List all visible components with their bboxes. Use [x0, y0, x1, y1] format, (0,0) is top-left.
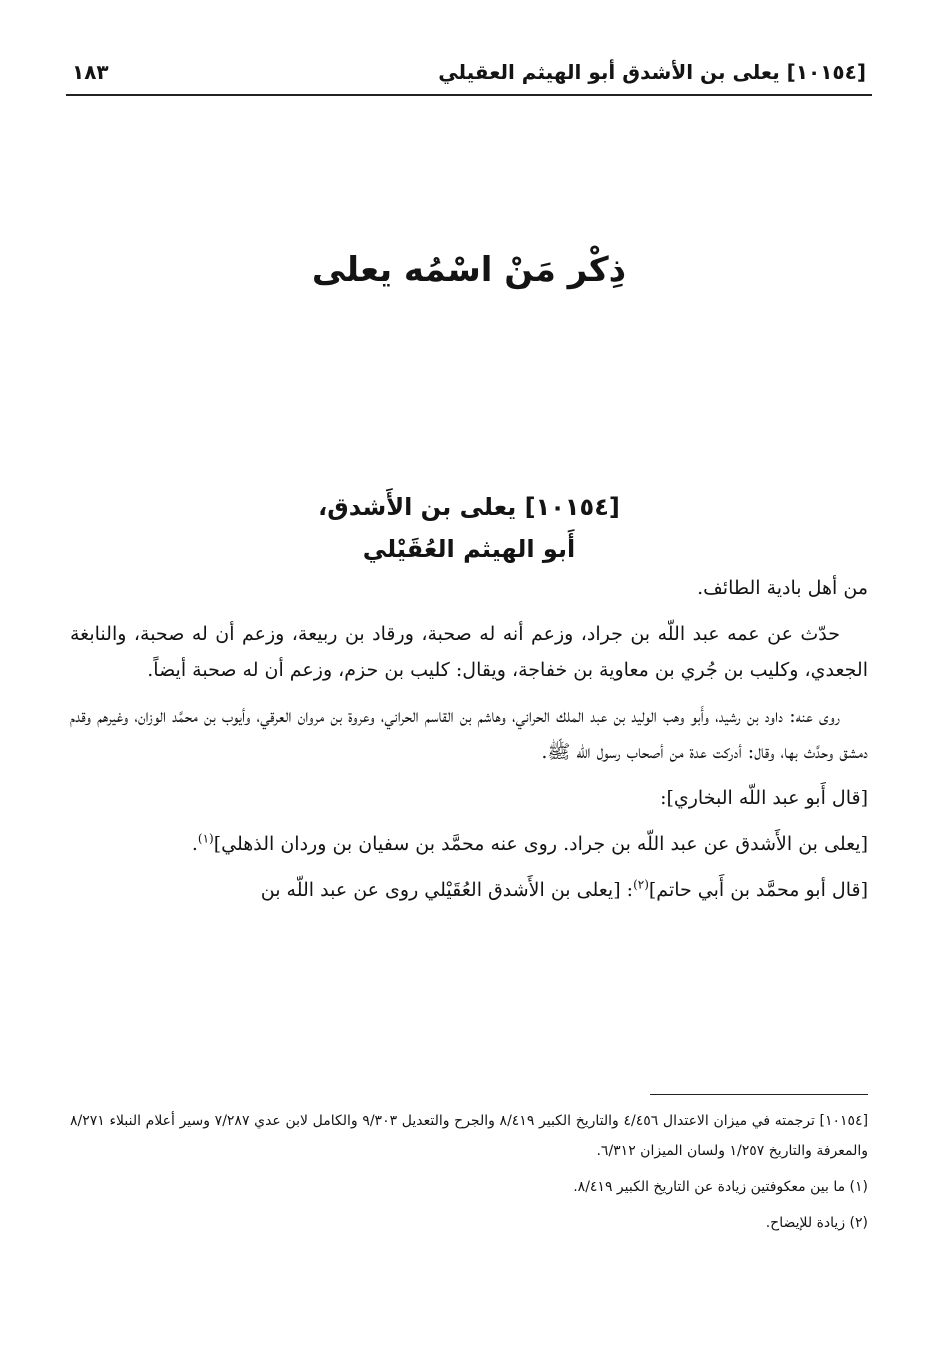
paragraph-narrators: روى عنه: داود بن رشيد، وأَبو وهب الوليد بن عبد الملك الحراني، وهاشم بن القاسم الحراني، وعروة بن مروان العرقي، وأيوب بن محمَّد الوزان، وغيرهم وقدم دمشق وحدَّث بها، وقال: أدركت عدة من أصحاب رسول الله ﷺ. [70, 705, 868, 763]
header-title: [١٠١٥٤] يعلى بن الأشدق أبو الهيثم العقيلي [438, 60, 866, 84]
paragraph-bukhari-quote [70, 826, 868, 862]
bukhari-quote-end: . [191, 833, 198, 855]
footnote-biography-sources: [١٠١٥٤] ترجمته في ميزان الاعتدال ٤/٤٥٦ والتاريخ الكبير ٨/٤١٩ والجرح والتعديل ٩/٣٠٣ والكامل لابن عدي ٧/٢٨٧ وسير أعلام النبلاء ٨/٢٧١ والمعرفة والتاريخ ١/٢٥٧ ولسان الميزان ٦/٣١٢. [70, 1113, 869, 1159]
footnote-ref-1: (١) [197, 831, 214, 846]
footnote-ref-2: (٢) [633, 877, 649, 892]
footnote-1: (١) ما بين معكوفتين زيادة عن التاريخ الكبير ٨/٤١٩. [573, 1179, 868, 1195]
paragraph-narrated-from: حدّث عن عمه عبد اللّه بن جراد، وزعم أنه له صحبة، ورقاد بن ربيعة، وزعم أن له صحبة، والنابغة الجعدي، وكليب بن جُري بن معاوية بن خفاجة، ويقال: كليب بن حزم، وزعم أن له صحبة أيضاً. [70, 623, 868, 681]
paragraph-ibn-abi-hatim [70, 872, 868, 908]
footnotes [70, 1106, 868, 1244]
footnote-2: (٢) زيادة للإيضاح. [765, 1215, 868, 1231]
paragraph-origin: من أهل بادية الطائف. [697, 577, 868, 599]
entry-title [0, 486, 938, 570]
page-number: ١٨٣ [72, 60, 109, 84]
entry-title-line-1: [١٠١٥٤] يعلى بن الأَشدق، [318, 493, 620, 521]
body-text [70, 570, 868, 918]
ibn-abi-hatim-attribution: [قال أبو محمَّد بن أَبي حاتم] [648, 879, 868, 901]
ibn-abi-hatim-quote: : [يعلى بن الأَشدق العُقَيْلي روى عن عبد اللّه بن [260, 879, 634, 901]
bukhari-quote-text: [يعلى بن الأَشدق عن عبد اللّه بن جراد. روى عنه محمَّد بن سفيان بن وردان الذهلي] [213, 833, 868, 855]
running-header [66, 56, 872, 96]
entry-title-line-2: أَبو الهيثم العُقَيْلي [362, 535, 576, 563]
footnote-divider [650, 1094, 868, 1095]
paragraph-bukhari-attribution: [قال أَبو عبد اللّه البخاري]: [660, 787, 868, 809]
section-heading: ذِكْر مَنْ اسْمُه يعلى [311, 250, 627, 290]
